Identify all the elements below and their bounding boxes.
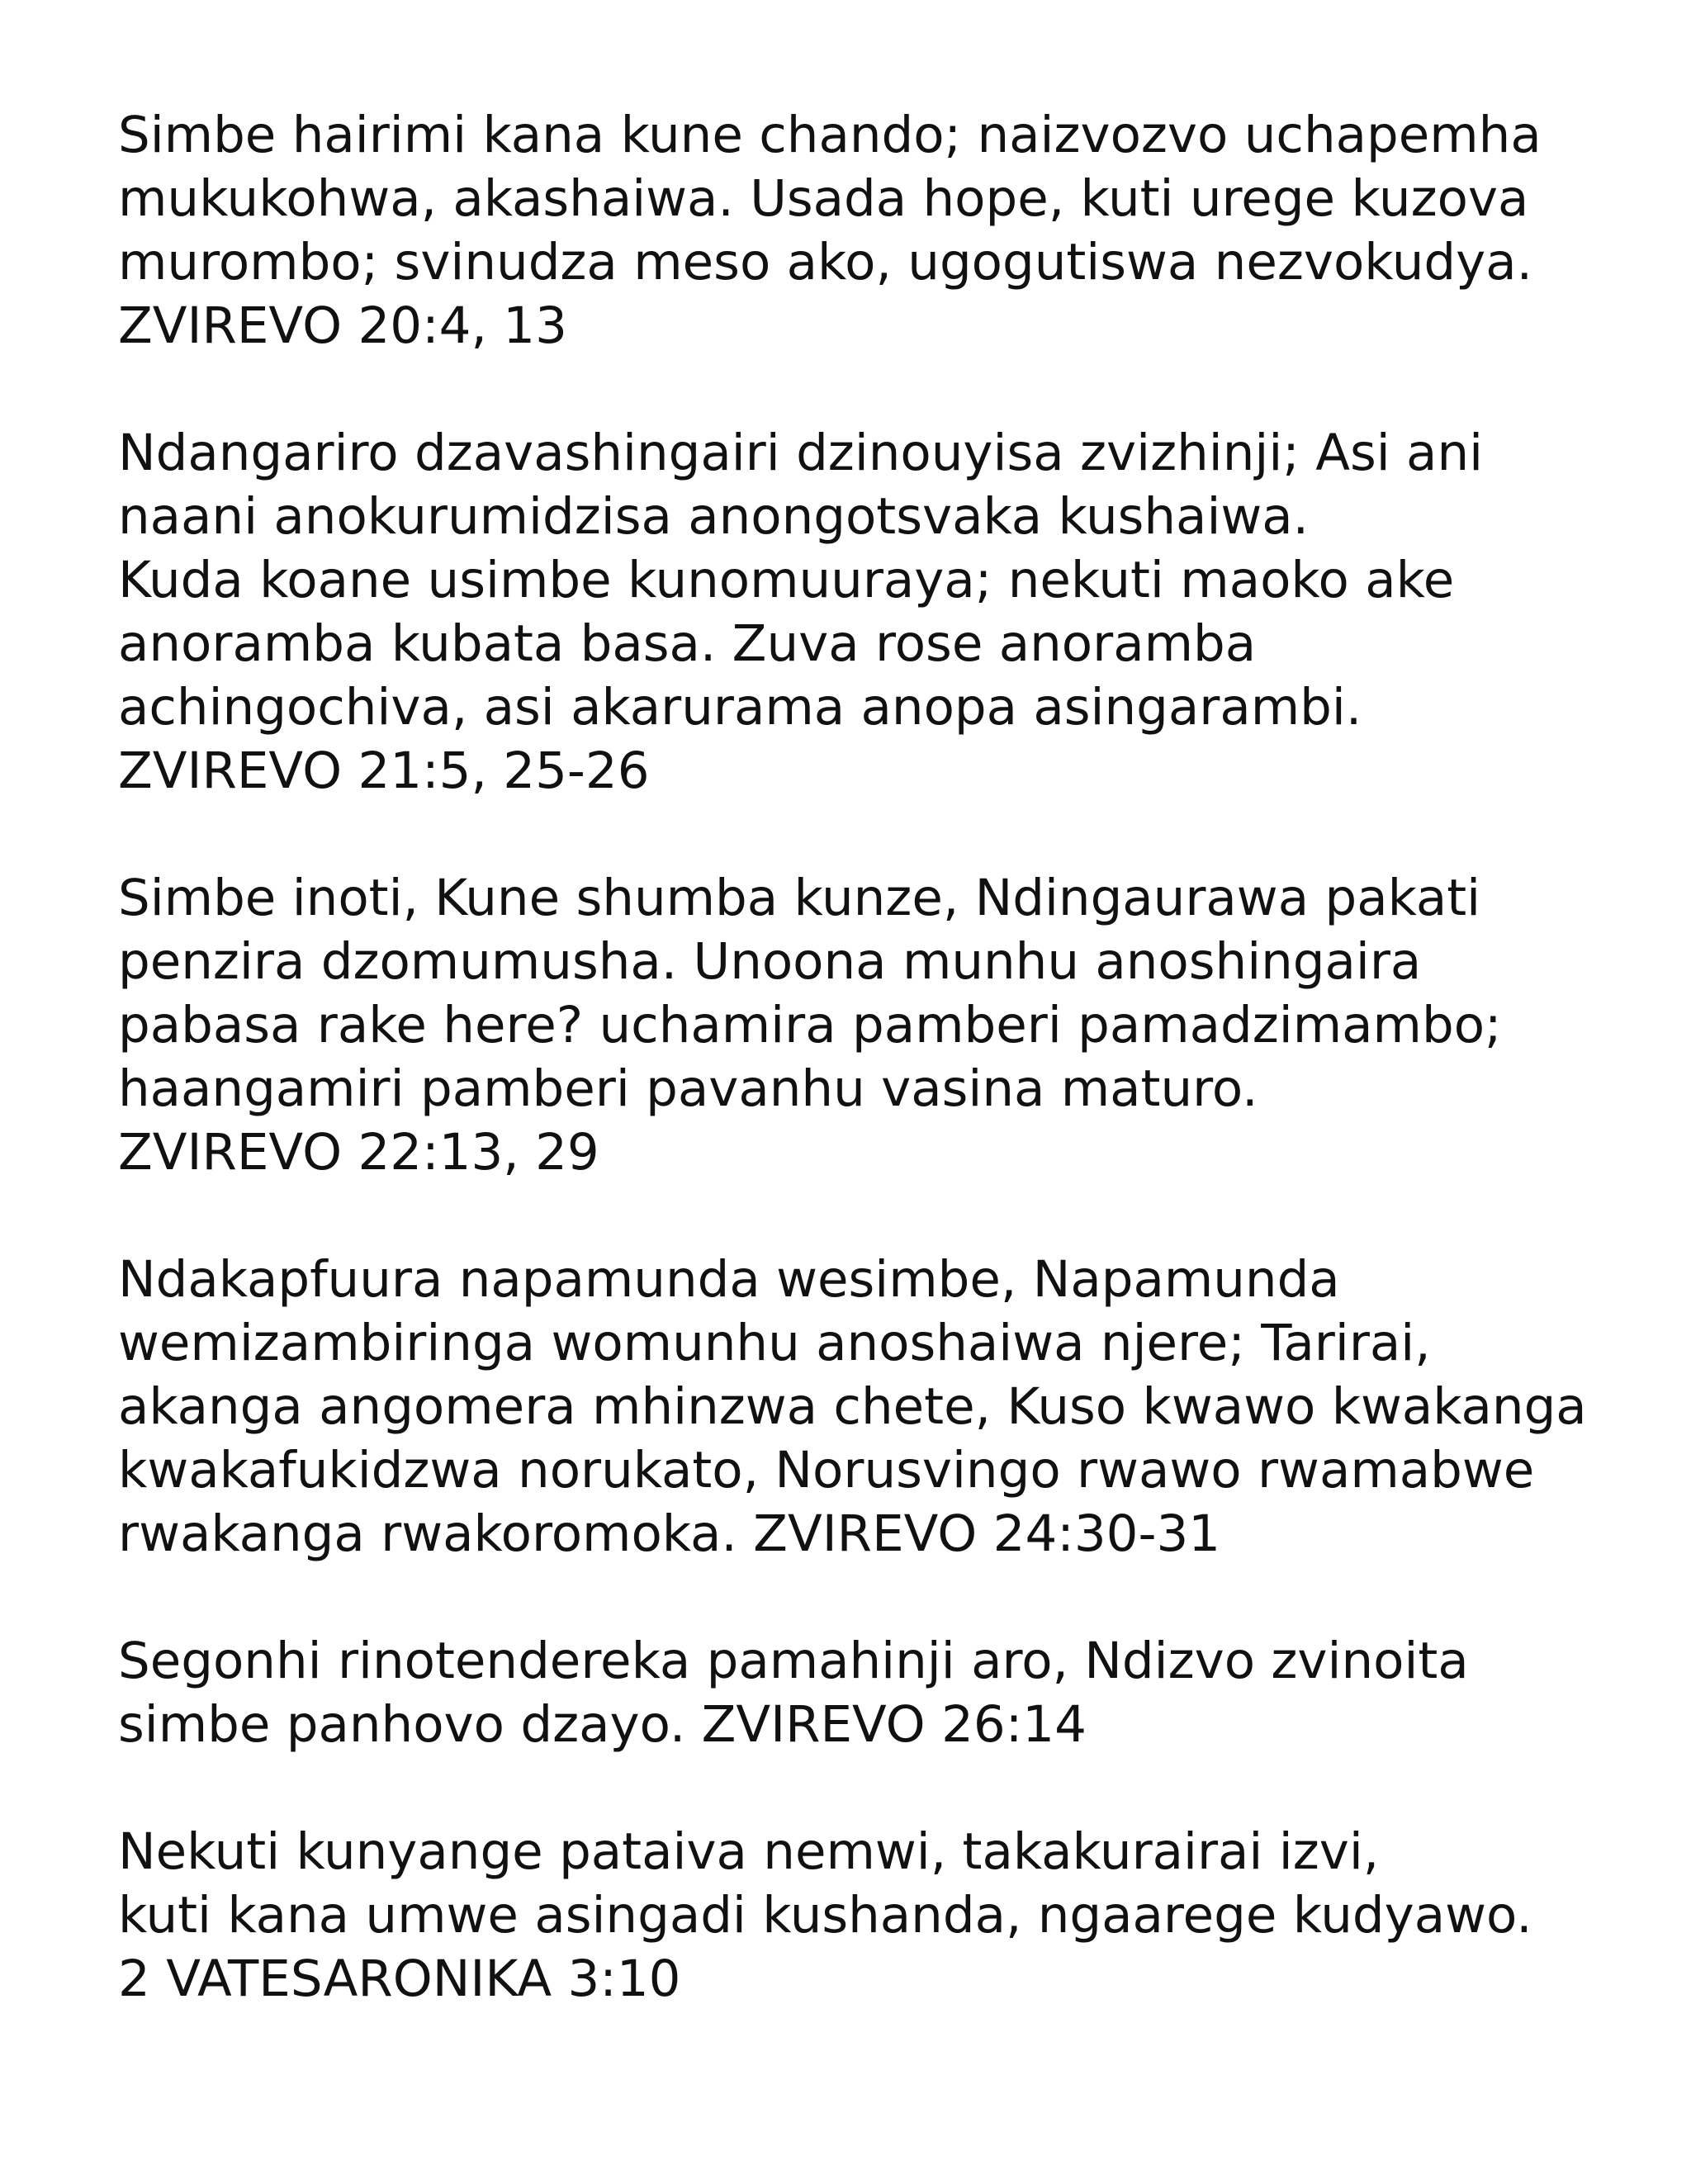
scripture-reference: ZVIREVO 22:13, 29 xyxy=(118,1123,599,1182)
text-line: mukukohwa, akashaiwa. Usada hope, kuti urege kuzova xyxy=(118,169,1529,228)
text-line: anoramba kubata basa. Zuva rose anoramba xyxy=(118,614,1257,673)
text-line: simbe panhovo dzayo. ZVIREVO 26:14 xyxy=(118,1695,1087,1754)
text-line: akanga angomera mhinzwa chete, Kuso kwawo kwakanga xyxy=(118,1377,1587,1436)
scripture-reference: ZVIREVO 20:4, 13 xyxy=(118,296,567,355)
text-line: pabasa rake here? uchamira pamberi pamadzimambo; xyxy=(118,996,1502,1054)
text-line: murombo; svinudza meso ako, ugogutiswa nezvokudya. xyxy=(118,233,1533,291)
text-line: kuti kana umwe asingadi kushanda, ngaarege kudyawo. xyxy=(118,1886,1532,1945)
text-line: haangamiri pamberi pavanhu vasina maturo. xyxy=(118,1059,1258,1118)
passage-6 xyxy=(118,1820,1654,2011)
text-line: Segonhi rinotendereka pamahinji aro, Ndizvo zvinoita xyxy=(118,1632,1469,1690)
document-page xyxy=(118,103,1654,2074)
text-line: Kuda koane usimbe kunomuuraya; nekuti maoko ake xyxy=(118,551,1455,609)
text-line: Nekuti kunyange pataiva nemwi, takakurairai izvi, xyxy=(118,1822,1380,1881)
text-line: rwakanga rwakoromoka. ZVIREVO 24:30-31 xyxy=(118,1504,1221,1563)
text-line: kwakafukidzwa norukato, Norusvingo rwawo rwamabwe xyxy=(118,1441,1535,1499)
text-line: penzira dzomumusha. Unoona munhu anoshingaira xyxy=(118,932,1422,991)
passage-5 xyxy=(118,1629,1654,1756)
text-line: Ndakapfuura napamunda wesimbe, Napamunda xyxy=(118,1250,1340,1309)
text-line: achingochiva, asi akarurama anopa asingarambi. xyxy=(118,678,1362,737)
passage-3 xyxy=(118,866,1654,1184)
text-line: Ndangariro dzavashingairi dzinouyisa zvizhinji; Asi ani xyxy=(118,424,1484,482)
passage-1 xyxy=(118,103,1654,358)
text-line: Simbe hairimi kana kune chando; naizvozvo uchapemha xyxy=(118,106,1542,164)
scripture-reference: ZVIREVO 21:5, 25-26 xyxy=(118,741,650,800)
text-line: wemizambiringa womunhu anoshaiwa njere; Tarirai, xyxy=(118,1314,1431,1372)
text-line: naani anokurumidzisa anongotsvaka kushaiwa. xyxy=(118,487,1310,546)
scripture-reference: 2 VATESARONIKA 3:10 xyxy=(118,1949,681,2008)
text-line: Simbe inoti, Kune shumba kunze, Ndingaurawa pakati xyxy=(118,869,1481,927)
passage-4 xyxy=(118,1248,1654,1566)
passage-2 xyxy=(118,421,1654,803)
